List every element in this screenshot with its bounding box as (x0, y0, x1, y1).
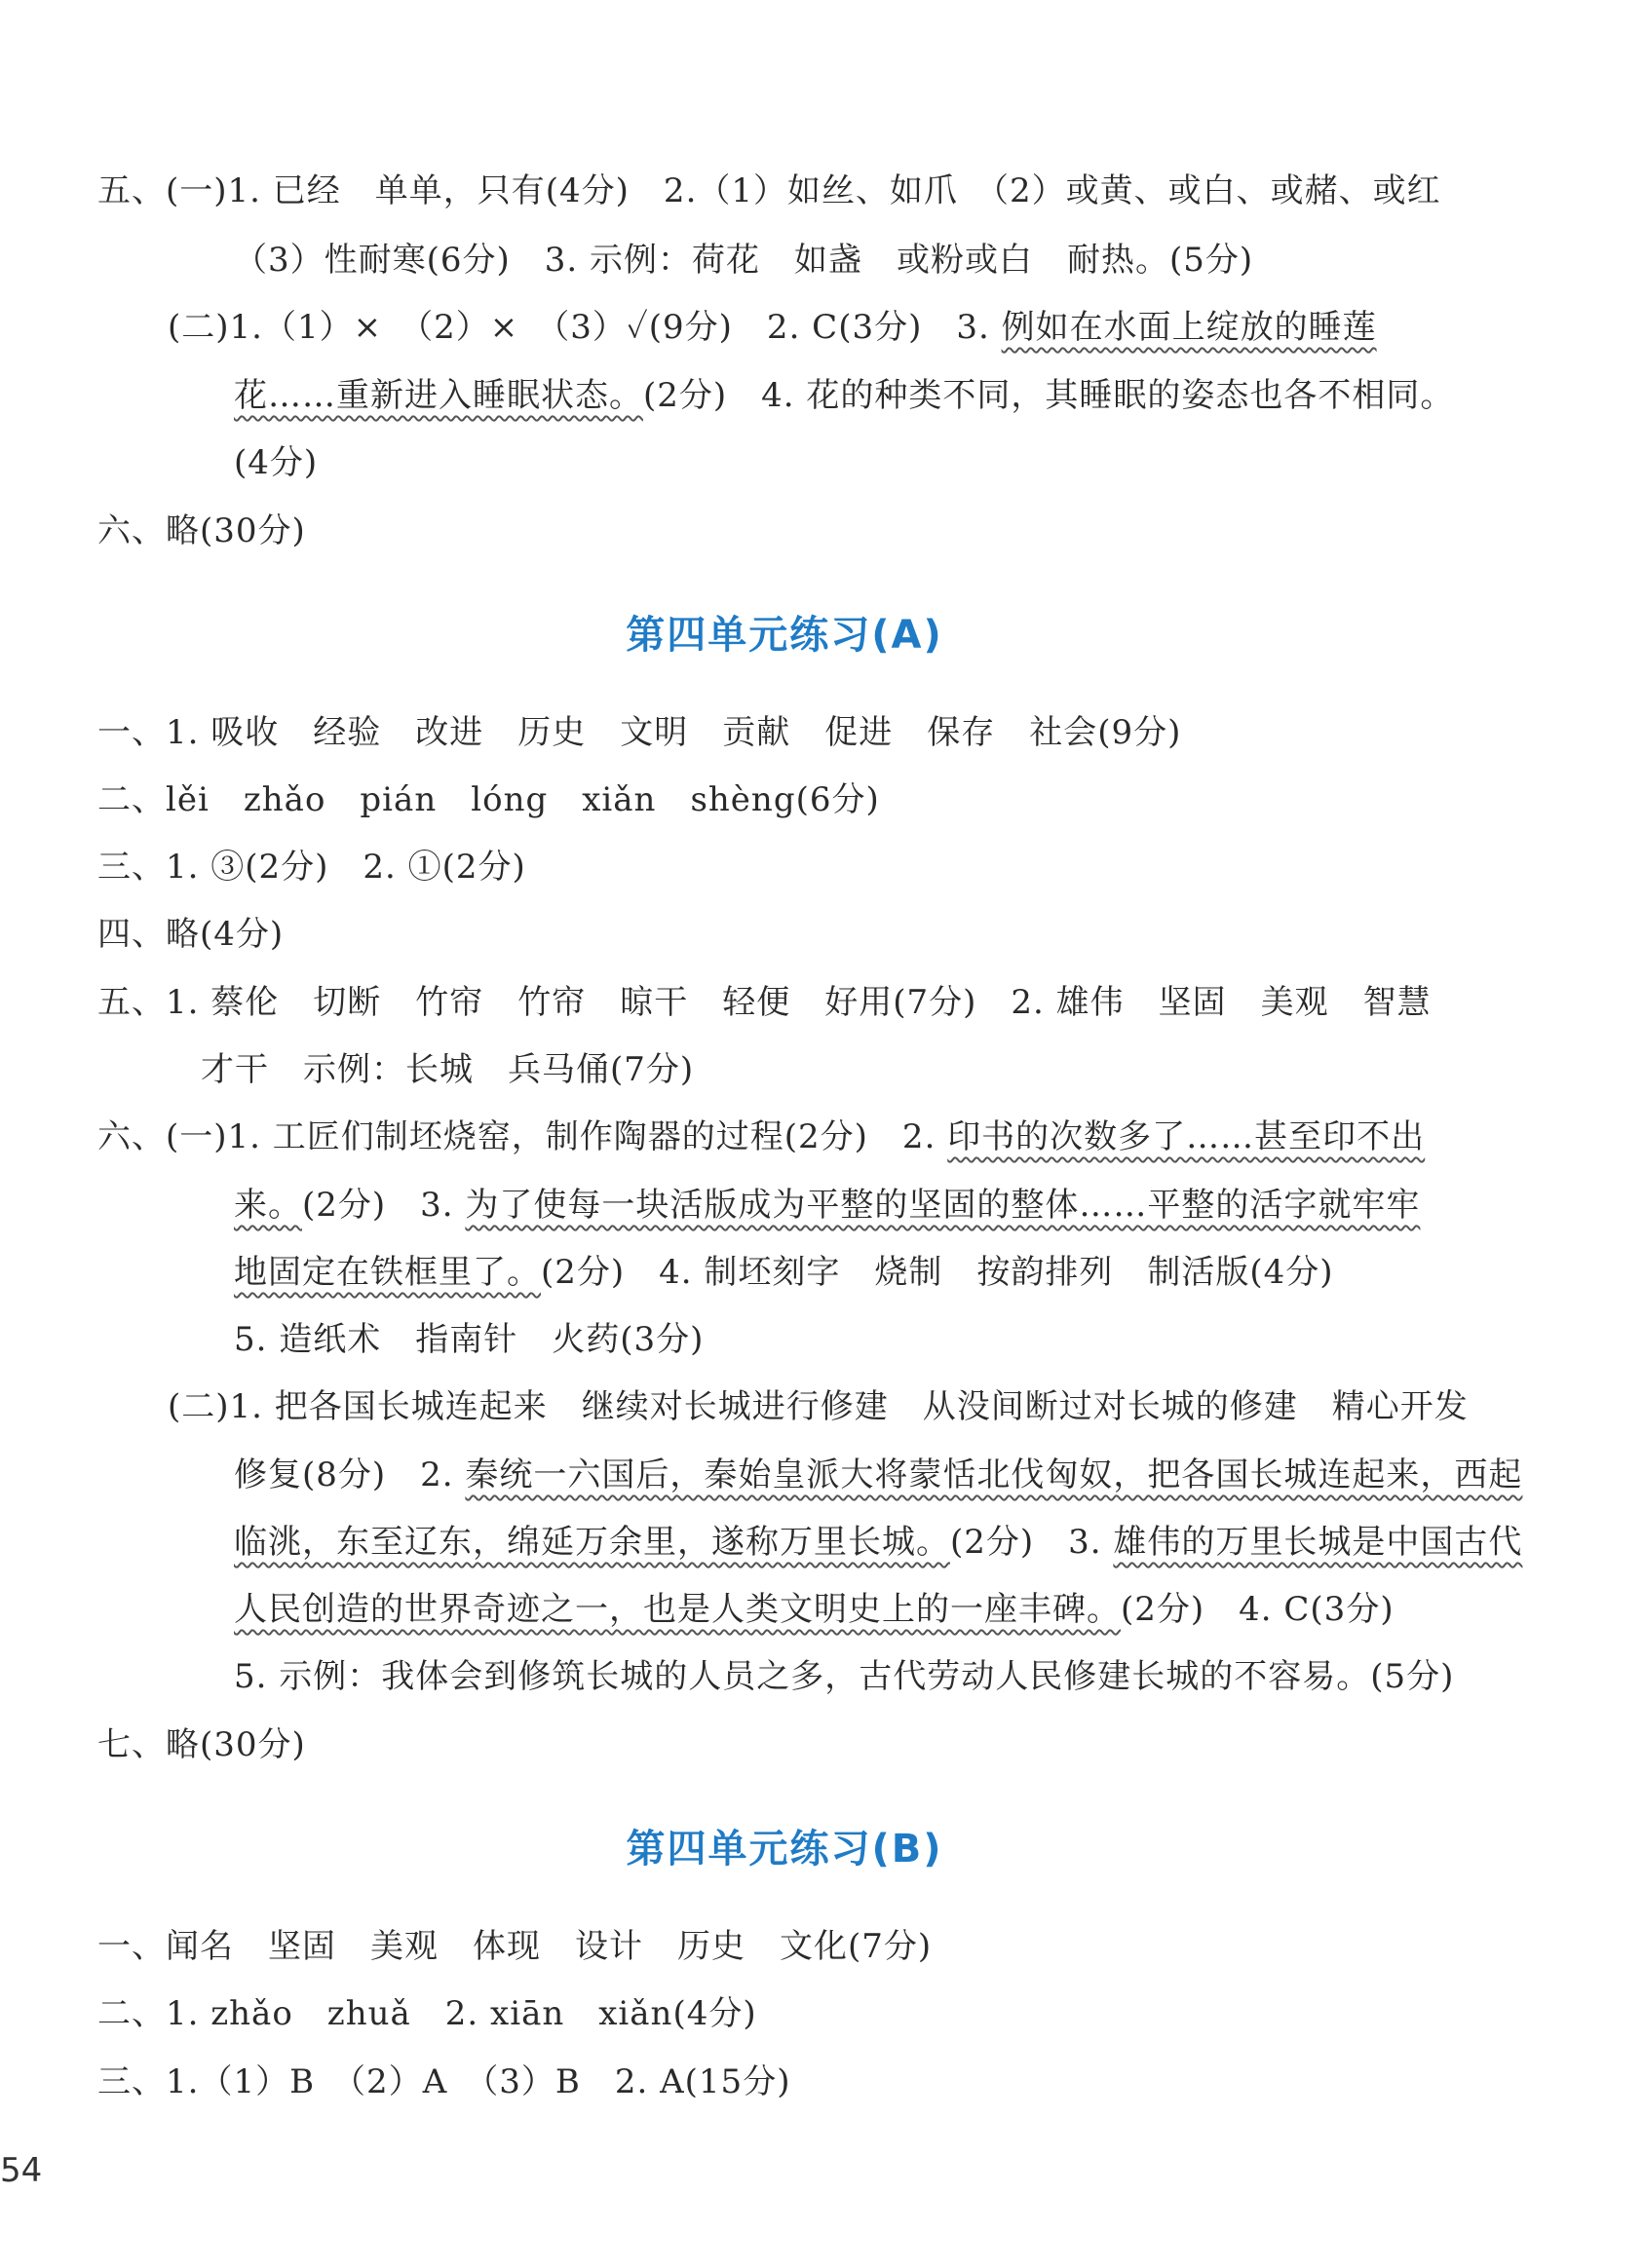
answer-line: 六、(一)1. 工匠们制坯烧窑，制作陶器的过程(2分) 2. 印书的次数多了……甚至印不出 (97, 1117, 1426, 1156)
wavy-underlined-answer: 临洮，东至辽东，绵延万余里，遂称万里长城。 (234, 1523, 950, 1562)
answer-line: 二、1. zhǎo zhuǎ 2. xiān xiǎn(4分) (97, 1994, 757, 2033)
answer-line: 来。(2分) 3. 为了使每一块活版成为平整的坚固的整体……平整的活字就牢牢 (234, 1186, 1421, 1225)
wavy-underlined-answer: 雄伟的万里长城是中国古代 (1113, 1523, 1523, 1562)
answer-line: (二)1.（1）× （2）× （3）✓(9分) 2. C(3分) 3. 例如在水面上绽放的睡莲 (168, 308, 1377, 347)
answer-line: 一、闻名 坚固 美观 体现 设计 历史 文化(7分) (97, 1927, 933, 1966)
answer-line: (二)1. 把各国长城连起来 继续对长城进行修建 从没间断过对长城的修建 精心开发 (168, 1387, 1469, 1426)
wavy-underlined-answer: 花……重新进入睡眠状态。 (234, 376, 643, 415)
wavy-underlined-answer: 秦统一六国后，秦始皇派大将蒙恬北伐匈奴，把各国长城连起来，西起 (465, 1455, 1523, 1494)
answer-line: 四、略(4分) (97, 915, 285, 954)
answer-line: 花……重新进入睡眠状态。(2分) 4. 花的种类不同，其睡眠的姿态也各不相同。 (234, 376, 1455, 415)
answer-line: （3）性耐寒(6分) 3. 示例：荷花 如盏 或粉或白 耐热。(5分) (234, 241, 1254, 280)
answer-line: 一、1. 吸收 经验 改进 历史 文明 贡献 促进 保存 社会(9分) (97, 713, 1182, 752)
wavy-underlined-answer: 印书的次数多了……甚至印不出 (947, 1117, 1426, 1156)
answer-line: 五、1. 蔡伦 切断 竹帘 竹帘 晾干 轻便 好用(7分) 2. 雄伟 坚固 美观 智慧 (97, 983, 1432, 1022)
answer-line: 人民创造的世界奇迹之一，也是人类文明史上的一座丰碑。(2分) 4. C(3分) (234, 1590, 1395, 1629)
answer-line: 5. 示例：我体会到修筑长城的人员之多，古代劳动人民修建长城的不容易。(5分) (234, 1657, 1455, 1696)
wavy-underlined-answer: 地固定在铁框里了。 (234, 1253, 541, 1292)
answer-line: 修复(8分) 2. 秦统一六国后，秦始皇派大将蒙恬北伐匈奴，把各国长城连起来，西起 (234, 1455, 1523, 1494)
section-title-a: 第四单元练习(A) (626, 613, 943, 658)
answer-line: 五、(一)1. 已经 单单，只有(4分) 2.（1）如丝、如爪 （2）或黄、或白、或赭、或红 (97, 171, 1441, 210)
answer-line: 临洮，东至辽东，绵延万余里，遂称万里长城。(2分) 3. 雄伟的万里长城是中国古代 (234, 1523, 1523, 1562)
answer-line: 才干 示例：长城 兵马俑(7分) (201, 1050, 695, 1089)
answer-line: 六、略(30分) (97, 511, 306, 550)
wavy-underlined-answer: 来。 (234, 1186, 302, 1225)
answer-line: 七、略(30分) (97, 1725, 306, 1764)
wavy-underlined-answer: 人民创造的世界奇迹之一，也是人类文明史上的一座丰碑。 (234, 1590, 1121, 1629)
answer-line: 三、1. ③(2分) 2. ①(2分) (97, 848, 526, 887)
section-title-b: 第四单元练习(B) (626, 1827, 943, 1871)
answer-line: 三、1.（1）B （2）A （3）B 2. A(15分) (97, 2062, 791, 2101)
wavy-underlined-answer: 例如在水面上绽放的睡莲 (1001, 308, 1377, 347)
wavy-underlined-answer: 为了使每一块活版成为平整的坚固的整体……平整的活字就牢牢 (465, 1186, 1421, 1225)
page-number: 54 (0, 2151, 43, 2190)
answer-line: 地固定在铁框里了。(2分) 4. 制坯刻字 烧制 按韵排列 制活版(4分) (234, 1253, 1334, 1292)
answer-line: 5. 造纸术 指南针 火药(3分) (234, 1320, 705, 1359)
answer-line: 二、lěi zhǎo pián lóng xiǎn shèng(6分) (97, 780, 880, 819)
answer-line: (4分) (234, 443, 319, 482)
